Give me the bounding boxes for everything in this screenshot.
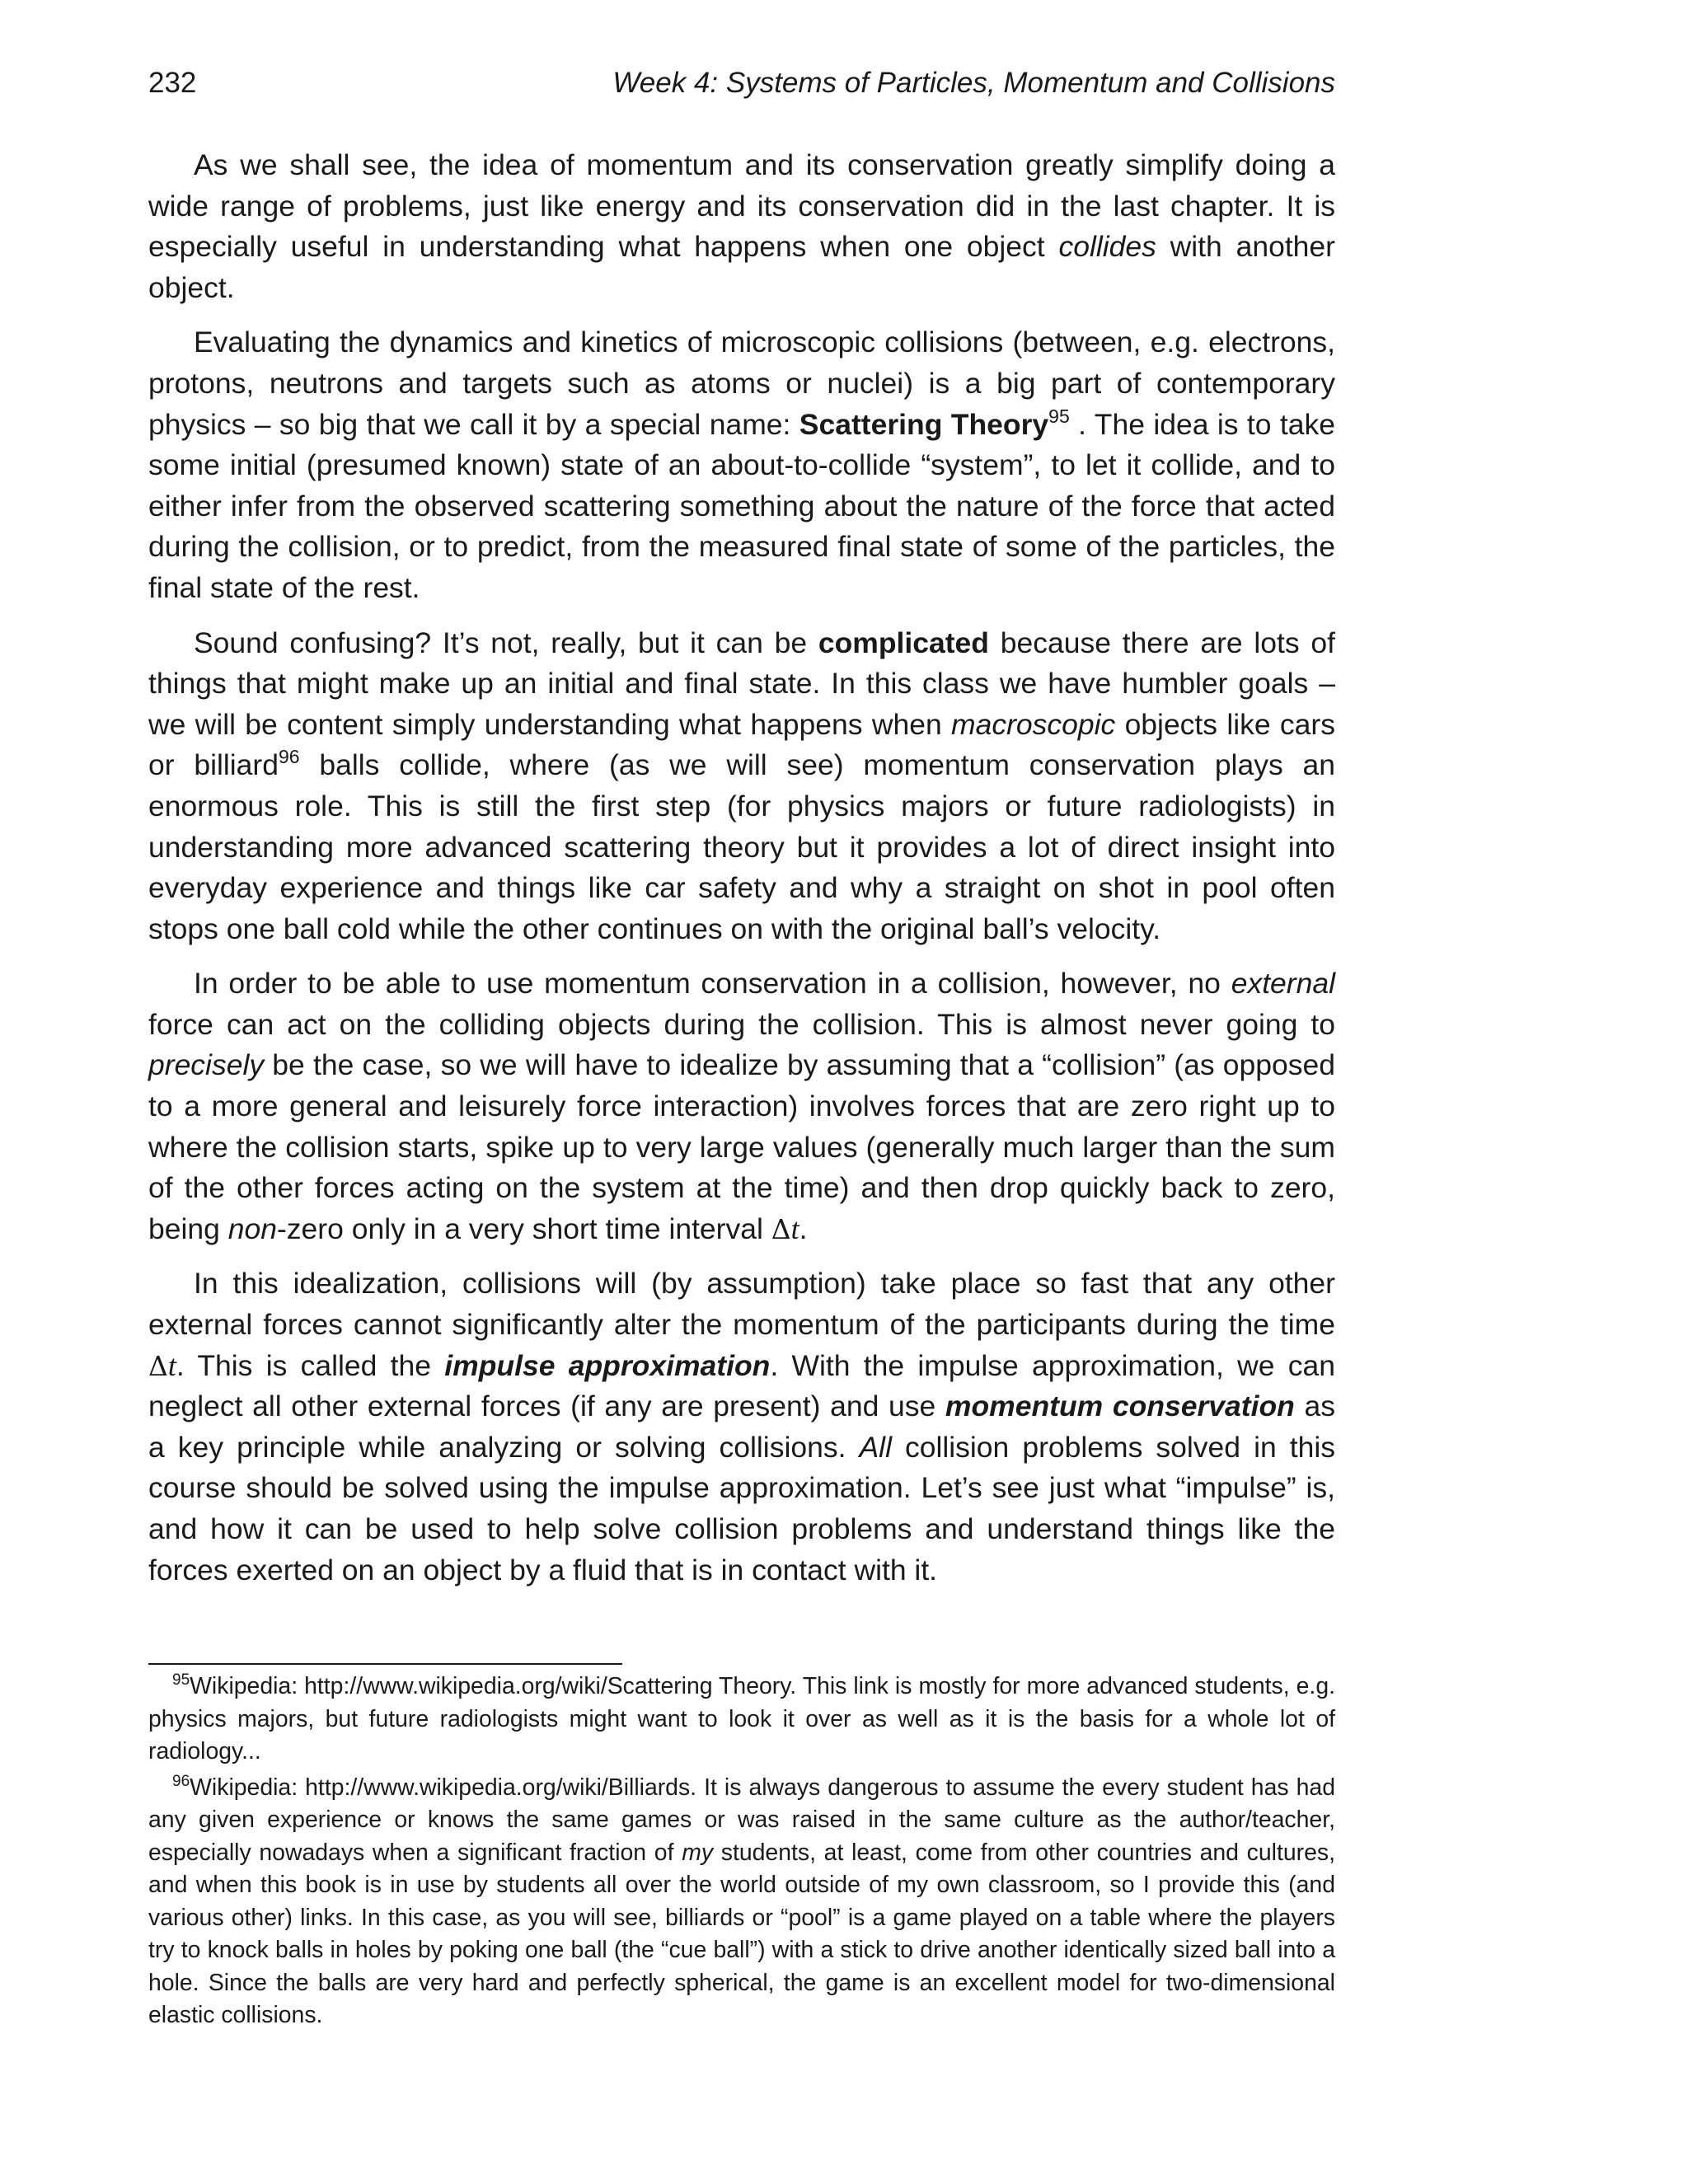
text-run: -zero only in a very short time interval: [276, 1212, 771, 1245]
footnote-mark: 96: [172, 1772, 190, 1790]
text-run: . This is called the: [176, 1348, 445, 1382]
emphasis: collides: [1058, 230, 1156, 264]
math-delta: Δ: [771, 1212, 791, 1245]
footnote-text: students, at least, come from other countries and cultures, and when this book is in use by students all over the world outside of my own classroom, so I provide this (and various other) links. In this case, as you will see, billiards or “pool” is a game played on a table where the players try to knock balls in holes by poking one ball (the “cue ball”) with a stick to drive another identically sized ball into a hole. Since the balls are very hard and perfectly spherical, the game is an excellent model for two-dimensional elastic collisions.: [148, 1839, 1335, 2028]
footnote-95: [148, 1671, 1335, 1769]
text-run: In this idealization, collisions will (by assumption) take place so fast that any other external forces cannot significantly alter the momentum of the participants during the time: [148, 1267, 1335, 1342]
text-run: because there are lots of things that might make up an initial and final state. In this class we have humbler goals – we will be content simply understanding what happens when: [148, 626, 1335, 741]
running-header: [148, 63, 1335, 104]
emphasis: All: [859, 1430, 892, 1464]
footnote-text: Wikipedia: http://www.wikipedia.org/wiki/Billiards. It is always dangerous to assume the every student has had any given experience or knows the same games or was raised in the same culture as the author/teacher, especially nowadays when a significant fraction of: [148, 1774, 1335, 1866]
text-run: In order to be able to use momentum conservation in a collision, however, no: [194, 967, 1231, 1001]
math-delta: Δ: [148, 1349, 168, 1382]
text-run: . The idea is to take some initial (presumed known) state of an about-to-collide “system”, to let it collide, and to either infer from the observed scattering something about the nature of the force that acted during the collision, or to predict, from the measured final state of some of the particles, the final state of the rest.: [148, 407, 1335, 604]
body-text: [148, 145, 1335, 1605]
text-run: As we shall see, the idea of momentum and its conservation greatly simplify doing a wide range of problems, just like energy and its conservation did in the last chapter. It is especially useful in understanding what happens when one object: [148, 148, 1335, 264]
footnote-mark: 95: [172, 1671, 190, 1689]
text-run: with another object.: [148, 230, 1335, 304]
text-run: force can act on the colliding objects during the collision. This is almost never going to: [148, 1007, 1335, 1041]
paragraph-impulse-approximation: [148, 1263, 1335, 1591]
paragraph-momentum-intro: [148, 145, 1335, 308]
footnotes: [148, 1671, 1335, 2036]
text-run: Evaluating the dynamics and kinetics of microscopic collisions (between, e.g. electrons, protons, neutrons and targets such as atoms or nuclei) is a big part of contemporary physics – so big that we call it by a special name:: [148, 326, 1335, 441]
math-delta-t: [148, 1350, 176, 1382]
footnote-text: Wikipedia: http://www.wikipedia.org/wiki/Scattering Theory. This link is mostly for more advanced students, e.g. physics majors, but future radiologists might want to look it over as well as it is the basis for a whole lot of radiology...: [148, 1673, 1335, 1765]
footnote-divider: [148, 1663, 622, 1665]
emphasis: my: [682, 1839, 714, 1866]
emphasis: non: [227, 1212, 277, 1245]
math-variable: t: [790, 1212, 799, 1245]
emphasis: precisely: [148, 1048, 265, 1082]
text-run: objects like cars or billiard: [148, 707, 1335, 782]
footnote-ref-95[interactable]: 95: [1048, 405, 1070, 427]
bold-italic-term: impulse approximation: [444, 1348, 771, 1382]
footnote-ref-96[interactable]: 96: [278, 746, 300, 768]
footnote-96: [148, 1772, 1335, 2032]
bold-term: Scattering Theory: [799, 407, 1049, 441]
text-run: be the case, so we will have to idealize by assuming that a “collision” (as opposed to a more general and leisurely force interaction) involves forces that are zero right up to where the collision starts, spike up to very large values (generally much larger than the sum of the other forces acting on the system at the time) and then drop quickly back to zero, being: [148, 1048, 1335, 1245]
text-run: . With the impulse approximation, we can neglect all other external forces (if any are present) and use: [148, 1348, 1336, 1423]
emphasis: macroscopic: [951, 707, 1116, 741]
math-delta-t: [771, 1213, 799, 1245]
text-run: balls collide, where (as we will see) momentum conservation plays an enormous role. This is still the first step (for physics majors or future radiologists) in understanding more advanced scattering theory but it provides a lot of direct insight into everyday experience and things like car safety and why a straight on shot in pool often stops one ball cold while the other continues on with the original ball’s velocity.: [148, 748, 1335, 945]
bold-term: complicated: [818, 626, 989, 659]
text-run: Sound confusing? It’s not, really, but it can be: [194, 626, 818, 659]
emphasis: external: [1231, 967, 1335, 1001]
paragraph-external-force: [148, 963, 1335, 1249]
paragraph-scattering-theory: [148, 322, 1335, 608]
bold-italic-term: momentum conservation: [945, 1390, 1295, 1423]
running-title: Week 4: Systems of Particles, Momentum and Collisions: [612, 67, 1335, 99]
text-run: as a key principle while analyzing or solving collisions.: [148, 1390, 1336, 1464]
paragraph-complicated: [148, 623, 1335, 950]
text-run: .: [799, 1212, 808, 1245]
math-variable: t: [167, 1348, 176, 1382]
page-number: 232: [148, 67, 197, 99]
text-run: collision problems solved in this course should be solved using the impulse approximation. Let’s see just what “impulse” is, and how it can be used to help solve collision problems and understand things like the forces exerted on an object by a fluid that is in contact with it.: [148, 1430, 1336, 1586]
